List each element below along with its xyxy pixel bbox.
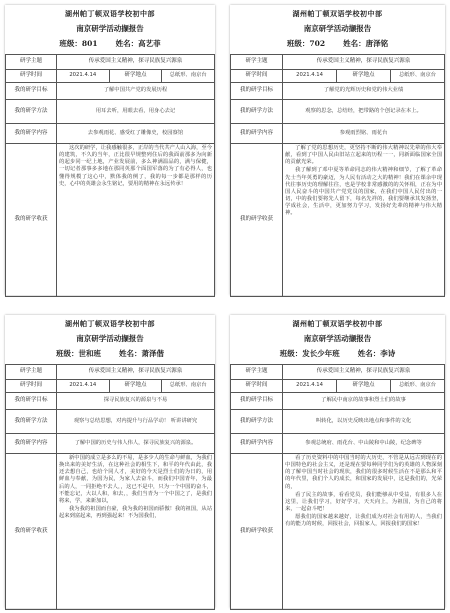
- row-content: [231, 124, 445, 144]
- gain-label: 我的研学收获: [6, 454, 57, 610]
- row-gain: [231, 454, 445, 610]
- report-table: [5, 54, 215, 297]
- theme-value: 传承爱国主义精神，探寻民族复兴源泉: [283, 55, 445, 70]
- class-field: 班级：801: [59, 39, 98, 48]
- row-method: [6, 410, 215, 434]
- row-theme: [231, 55, 445, 70]
- gain-paragraph: 看了民主的故事，看看党员，我们能够从中受益，有很多人在这里，让我们学习，好好学习，天天向上，为祖国，为自己的将来，一起奋斗吧！: [285, 491, 442, 512]
- method-value: 观察的思念，总结经，把带路的个创记录在本上。: [283, 100, 445, 124]
- place-label: 研学地点: [109, 70, 162, 83]
- content-label: 我的研学内容: [6, 434, 57, 454]
- place-label: 研学地点: [337, 70, 391, 83]
- row-content: [6, 124, 215, 144]
- row-goal: [231, 393, 445, 410]
- goal-label: 我的研学目标: [6, 83, 57, 100]
- school-name: 湖州帕丁顿双语学校初中部: [65, 9, 155, 18]
- goal-value: 探寻民族复兴的源泉与不易: [56, 393, 214, 410]
- time-value: 2021.4.14: [56, 70, 109, 83]
- form-header: [5, 9, 215, 49]
- gain-value: [56, 454, 214, 610]
- method-label: 我的研学方法: [231, 100, 283, 124]
- theme-label: 研学主题: [6, 55, 57, 70]
- row-goal: [6, 83, 215, 100]
- method-label: 我的研学方法: [231, 410, 283, 434]
- row-content: [231, 434, 445, 454]
- report-title: 南京研学活动撷报告: [303, 334, 372, 343]
- report-form: [230, 5, 445, 295]
- row-time: [6, 70, 215, 83]
- gain-paragraph: 了解了党的思想历史，更坚持不断的伟大精神以先辈的伟大奉献，看到了中国人民由旧站立起来的历程一一，同新面临国家全国的贡献光荣。: [285, 145, 442, 166]
- theme-label: 研学主题: [231, 55, 283, 70]
- school-name: 湖州帕丁顿双语学校初中部: [65, 319, 155, 328]
- gain-paragraph: 新中国的成立是多么的不易，是多少人的生命与鲜血，为我们换出来的美好生活，在这种社会的相生下，和平的年代由此，我还去想自己，也给个同人才，美好的今天是烈士们的为日的，用鲜血与奉献，为国为民，为家人去奋斗，而我们中国青年，为最后的人，一同拒绝不去人，，这已不是中，只为一个中国的奋斗，不能忘记，大以人和，和去，，我们当青为一个中国之了，是我们将来，学，来新加以，: [58, 455, 212, 504]
- row-content: [6, 434, 215, 454]
- form-header: [230, 9, 445, 49]
- method-value: 观察与总结思想，对内提升与行品学动！ 听讲讲研究: [56, 410, 214, 434]
- class-field: 班级：发长少年班: [279, 349, 340, 358]
- goal-value: 了解中国共产党的发展历程: [56, 83, 214, 100]
- name-field: 姓名：高艺菲: [115, 39, 161, 48]
- goal-value: 了解民中南京的故事和烈士们的故事: [283, 393, 445, 410]
- gain-label: 我的研学收获: [6, 144, 57, 297]
- form-header: [230, 319, 445, 359]
- theme-value: 传承爱国主义精神，探寻民族复兴源泉: [283, 365, 445, 380]
- theme-label: 研学主题: [231, 365, 283, 380]
- time-value: 2021.4.14: [283, 70, 337, 83]
- row-gain: [6, 454, 215, 610]
- place-value: 总纸形、南京台: [162, 70, 215, 83]
- name-field: 姓名：李诗: [357, 349, 396, 358]
- theme-value: 传承爱国主义精神，探寻民族复兴源泉: [56, 55, 214, 70]
- place-value: 总纸形、南京台: [391, 70, 445, 83]
- time-value: 2021.4.14: [56, 380, 109, 393]
- place-label: 研学地点: [337, 380, 391, 393]
- row-gain: [231, 144, 445, 297]
- content-value: 参观雨烈铭、雨花台: [283, 124, 445, 144]
- time-label: 研学时间: [231, 70, 283, 83]
- gain-paragraph: 我为我的祖国而自豪，我为我的祖国而骄傲！我的祖国，从站起来到富起来，再到强起来！不为国我们，: [58, 505, 212, 520]
- gain-value: [56, 144, 214, 297]
- gain-paragraph: 看了历史资料中的中国当时的大历史，不管是从远古到现在的中国特色的社会主义，还是现在要每种同学们为的英雄的人物深刻的了解中国当时社会的现状，我们的很多时候生活在不是那么和平的年代里，我们个人的成长，和国家的发展中，这是我们的，光荣的，: [285, 455, 442, 490]
- goal-value: 了解党的光辉历史和党的伟大业绩: [283, 83, 445, 100]
- row-method: [231, 100, 445, 124]
- content-value: 参观总统府、雨花台、中山陵和中山陵，纪念碑等: [283, 434, 445, 454]
- place-value: 总纸形、南京台: [162, 380, 215, 393]
- report-title: 南京研学活动撷报告: [76, 334, 144, 343]
- row-time: [231, 70, 445, 83]
- row-time: [231, 380, 445, 393]
- row-gain: [6, 144, 215, 297]
- time-value: 2021.4.14: [283, 380, 337, 393]
- row-goal: [231, 83, 445, 100]
- method-value: 用耳去听，用眼去看，用身心去记: [56, 100, 214, 124]
- class-field: 班级：702: [286, 39, 326, 48]
- report-table: [5, 364, 215, 610]
- row-goal: [6, 393, 215, 410]
- method-label: 我的研学方法: [6, 410, 57, 434]
- school-name: 湖州帕丁顿双语学校初中部: [292, 9, 383, 18]
- student-info: [5, 348, 215, 359]
- time-label: 研学时间: [231, 380, 283, 393]
- report-title: 南京研学活动撷报告: [303, 24, 372, 33]
- report-form: [5, 5, 215, 295]
- time-label: 研学时间: [6, 380, 57, 393]
- row-method: [231, 410, 445, 434]
- place-label: 研学地点: [109, 380, 162, 393]
- name-field: 姓名：萧泽偕: [119, 349, 164, 358]
- gain-paragraph: 我了解到了邓中夏等革命同志的伟大精神和细节，了解了革命先士当年英勇的豪迈，为人民有活动之大的精神！我们在课余中现代往事历史的理解往往，也是学校非常感激的的关怀相，正在为中国人民奋斗的中国共产党党员的国家，在我们中国人民付出的一切，中的我们要将先人留下，每名先祥的，我们要继承其发扬坚，学成社会，生活中，更加努力学习，发扬好先辈的精神与伟大精神。: [285, 167, 442, 217]
- place-value: 总纸形、南京台: [391, 380, 445, 393]
- content-label: 我的研学内容: [231, 124, 283, 144]
- row-theme: [6, 365, 215, 380]
- report-table: [230, 364, 445, 610]
- report-title: 南京研学活动撷报告: [76, 24, 144, 33]
- form-header: [5, 319, 215, 359]
- row-theme: [6, 55, 215, 70]
- goal-label: 我的研学目标: [6, 393, 57, 410]
- report-form: [230, 315, 445, 608]
- theme-label: 研学主题: [6, 365, 57, 380]
- gain-paragraph: 愿我们的国家越来越好，让我们成为对社会有用的人，当我们有的能力的时候，回报社会，回报家人，回报我们的国家！: [285, 514, 442, 528]
- gain-value: [283, 454, 445, 610]
- row-method: [6, 100, 215, 124]
- gain-paragraph: 这次的研学，让我感触很多，正岸的当代共产人山入海，至今的建筑，不久的当年，正比很早规整列住后的我面前那多为向新的起步同一纪上地，产业发展前，多么神满温品的，满与保健，一切记者那事多多地在那同英那个面国军落的为了有必得人，也懂得规模了这心中，默体我的例了，我的每一步都是那样的历史，心中的英雄会永生铭记，要用的精神在永远传承！: [58, 145, 212, 187]
- row-time: [6, 380, 215, 393]
- content-value: 了解中国的历史与伟人伟人，探寻民族复兴的源泉。: [56, 434, 214, 454]
- student-info: [5, 38, 215, 49]
- content-label: 我的研学内容: [6, 124, 57, 144]
- method-label: 我的研学方法: [6, 100, 57, 124]
- time-label: 研学时间: [6, 70, 57, 83]
- gain-value: [283, 144, 445, 297]
- class-field: 班级：世和班: [56, 349, 101, 358]
- student-info: [230, 348, 445, 359]
- goal-label: 我的研学目标: [231, 393, 283, 410]
- student-info: [230, 38, 445, 49]
- school-name: 湖州帕丁顿双语学校初中部: [292, 319, 383, 328]
- goal-label: 我的研学目标: [231, 83, 283, 100]
- content-value: 去参观雨花、感受红了雕像史，校园寮馆: [56, 124, 214, 144]
- content-label: 我的研学内容: [231, 434, 283, 454]
- report-table: [230, 54, 445, 297]
- row-theme: [231, 365, 445, 380]
- report-form: [5, 315, 215, 608]
- method-value: 叫转化，以历史反映出地点和事件的文化: [283, 410, 445, 434]
- gain-label: 我的研学收获: [231, 144, 283, 297]
- gain-label: 我的研学收获: [231, 454, 283, 610]
- name-field: 姓名：唐泽铭: [343, 39, 389, 48]
- theme-value: 传承爱国主义精神，探寻民族复兴源泉: [56, 365, 214, 380]
